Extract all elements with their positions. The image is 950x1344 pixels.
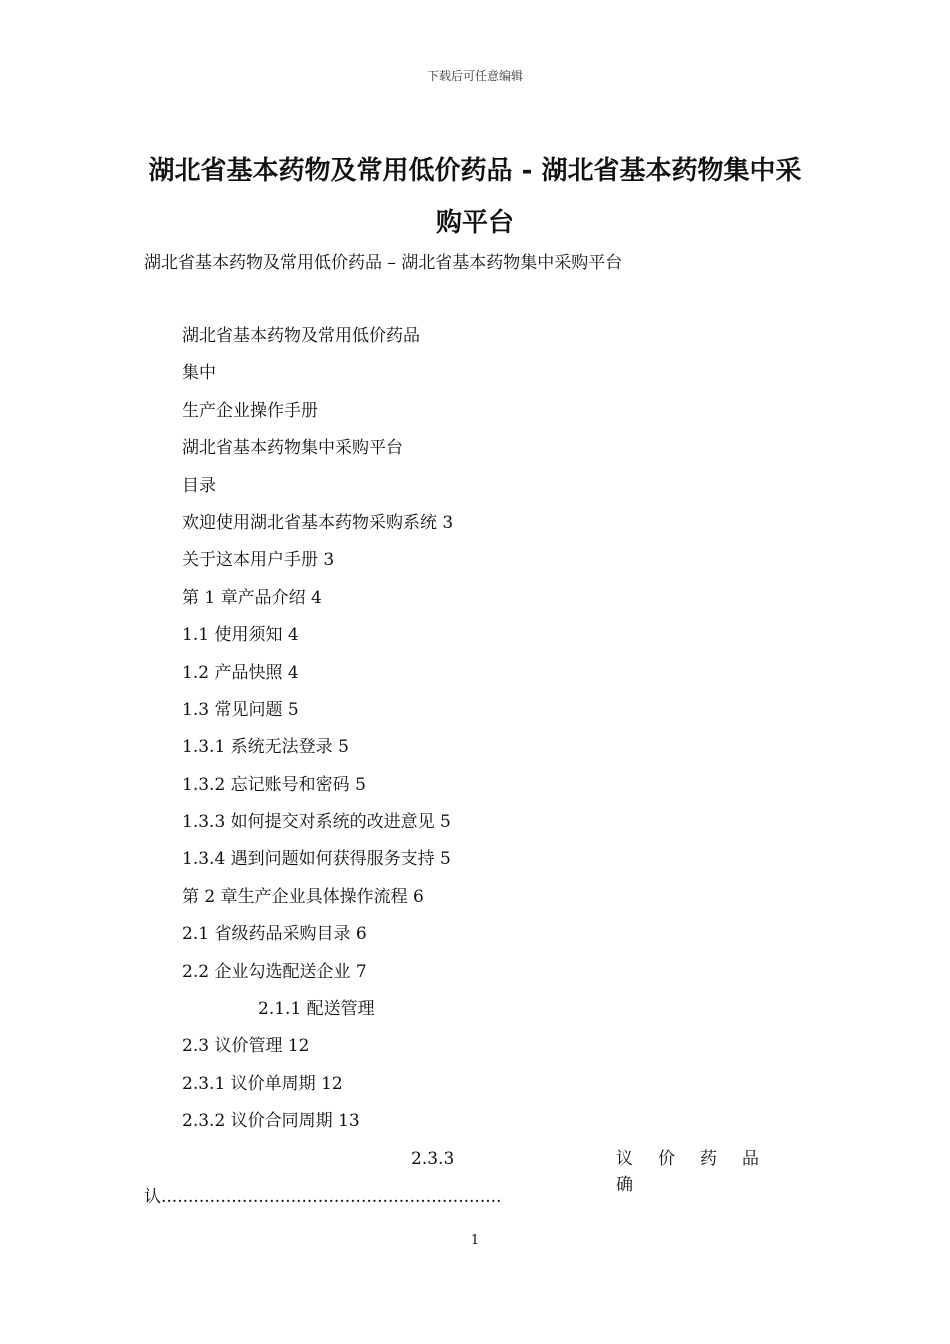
toc-heading: 目录 bbox=[182, 475, 216, 496]
toc-entry: 1.3.3 如何提交对系统的改进意见 5 bbox=[182, 812, 451, 833]
toc-line: 集中 bbox=[182, 363, 216, 384]
toc-entry-justified bbox=[144, 1146, 806, 1195]
toc-entry: 第 1 章产品介绍 4 bbox=[182, 587, 322, 608]
toc-line: 湖北省基本药物及常用低价药品 bbox=[182, 326, 420, 346]
toc-line: 生产企业操作手册 bbox=[182, 400, 318, 421]
toc-line: 湖北省基本药物集中采购平台 bbox=[182, 438, 403, 459]
toc-entry: 2.1 省级药品采购目录 6 bbox=[182, 924, 367, 945]
toc-entry: 2.1.1 配送管理 bbox=[258, 999, 375, 1020]
page-number: 1 bbox=[470, 1233, 480, 1248]
table-of-contents bbox=[182, 321, 822, 1144]
toc-entry: 第 2 章生产企业具体操作流程 6 bbox=[182, 886, 424, 907]
toc-entry: 2.3.2 议价合同周期 13 bbox=[182, 1111, 360, 1132]
toc-entry-number: 2.3.3 bbox=[411, 1149, 455, 1169]
toc-entry: 1.3.1 系统无法登录 5 bbox=[182, 737, 349, 758]
title-line-1: 湖北省基本药物及常用低价药品 - 湖北省基本药物集中采 bbox=[148, 156, 802, 186]
document-title bbox=[140, 145, 810, 249]
toc-entry: 1.3 常见问题 5 bbox=[182, 699, 299, 720]
header-note: 下载后可任意编辑 bbox=[426, 69, 523, 83]
document-subtitle: 湖北省基本药物及常用低价药品 – 湖北省基本药物集中采购平台 bbox=[144, 253, 623, 273]
title-line-2: 购平台 bbox=[435, 208, 514, 238]
toc-entry: 1.3.2 忘记账号和密码 5 bbox=[182, 774, 366, 795]
toc-entry: 2.3.1 议价单周期 12 bbox=[182, 1073, 343, 1094]
toc-entry: 欢迎使用湖北省基本药物采购系统 3 bbox=[182, 512, 454, 533]
toc-entry: 1.1 使用须知 4 bbox=[182, 625, 299, 646]
toc-entry: 关于这本用户手册 3 bbox=[182, 550, 335, 571]
toc-entry-text: 议价药品确 bbox=[616, 1149, 784, 1195]
toc-entry: 2.3 议价管理 12 bbox=[182, 1036, 310, 1057]
toc-entry: 1.3.4 遇到问题如何获得服务支持 5 bbox=[182, 849, 451, 870]
toc-entry: 2.2 企业勾选配送企业 7 bbox=[182, 961, 367, 982]
toc-entry-continuation: 认............................................................... bbox=[144, 1187, 502, 1207]
toc-entry: 1.2 产品快照 4 bbox=[182, 662, 299, 683]
